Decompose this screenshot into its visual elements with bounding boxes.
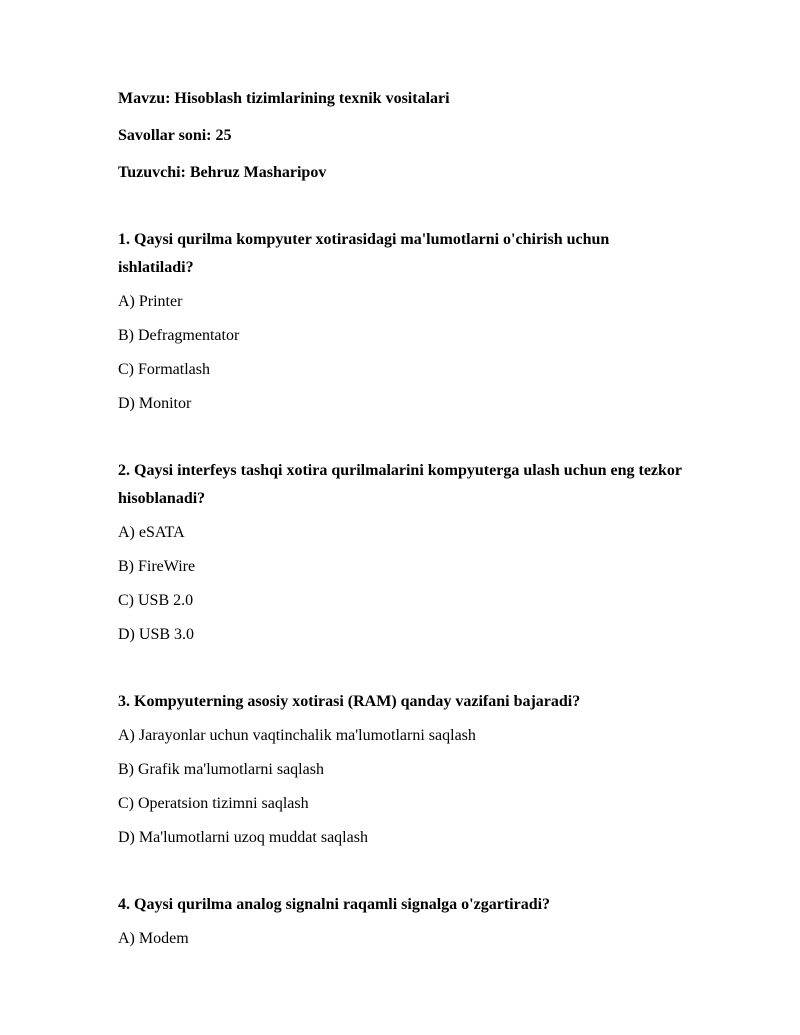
- answer-option: A) Modem: [118, 930, 189, 947]
- answer-option: B) Grafik ma'lumotlarni saqlash: [118, 761, 324, 778]
- answer-option: C) Operatsion tizimni saqlash: [118, 795, 309, 812]
- answer-option: C) USB 2.0: [118, 592, 194, 609]
- question-text: 4. Qaysi qurilma analog signalni raqamli signalga o'zgartiradi?: [118, 896, 551, 913]
- question-text: 1. Qaysi qurilma kompyuter xotirasidagi ma'lumotlarni o'chirish uchun ishlatiladi?: [118, 231, 610, 276]
- questions-list: [118, 226, 684, 953]
- question-text: 2. Qaysi interfeys tashqi xotira qurilmalarini kompyuterga ulash uchun eng tezkor hisoblanadi?: [118, 462, 682, 507]
- question-text: 3. Kompyuterning asosiy xotirasi (RAM) qanday vazifani bajaradi?: [118, 693, 581, 710]
- doc-topic-title: Mavzu: Hisoblash tizimlarining texnik vositalari: [118, 90, 450, 107]
- answer-option: D) Monitor: [118, 395, 192, 412]
- answer-option: A) Jarayonlar uchun vaqtinchalik ma'lumotlarni saqlash: [118, 727, 476, 744]
- answer-option: A) eSATA: [118, 524, 185, 541]
- answer-option: B) FireWire: [118, 558, 196, 575]
- answer-option: C) Formatlash: [118, 361, 210, 378]
- answer-option: B) Defragmentator: [118, 327, 240, 344]
- answer-option: A) Printer: [118, 293, 183, 310]
- answer-option: D) USB 3.0: [118, 626, 195, 643]
- answer-option: D) Ma'lumotlarni uzoq muddat saqlash: [118, 829, 368, 846]
- doc-question-count: Savollar soni: 25: [118, 127, 232, 144]
- doc-author: Tuzuvchi: Behruz Masharipov: [118, 164, 327, 181]
